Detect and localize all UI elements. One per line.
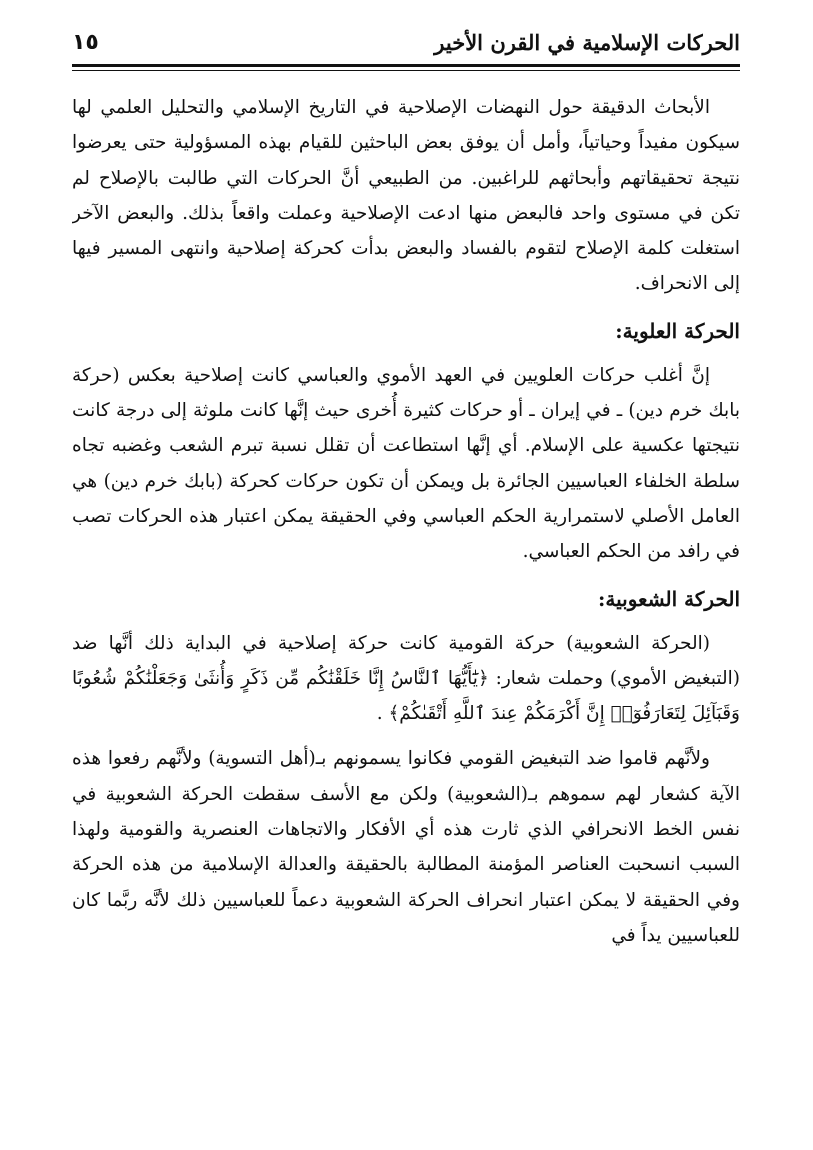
shuubiya-paragraph <box>72 626 740 732</box>
paragraph-gap <box>72 731 740 741</box>
page-body <box>72 90 740 1135</box>
section-heading-alawite: الحركة العلوية: <box>615 318 740 343</box>
header-rule-thick <box>72 64 740 67</box>
quran-verse: ﴿يَٰٓأَيُّهَا ٱلنَّاسُ إِنَّا خَلَقْنَٰكُم مِّن ذَكَرٍ وَأُنثَىٰ وَجَعَلْنَٰكُمْ شُعُوبًا وَقَبَآئِلَ لِتَعَارَفُوٓا۟ إِنَّ أَكْرَمَكُمْ عِندَ ٱللَّهِ أَتْقَىٰكُمْ﴾ <box>72 667 740 725</box>
section-heading-shuubiya: الحركة الشعوبية: <box>598 586 740 611</box>
header-rule-thin <box>72 70 740 71</box>
page-number: ١٥ <box>72 29 99 55</box>
intro-paragraph: الأبحاث الدقيقة حول النهضات الإصلاحية في التاريخ الإسلامي والتحليل العلمي لها سيكون مفيداً وحياتياً، وأمل أن يوفق بعض الباحثين للقيام بهذه المسؤولية حتى يعرضوا نتيجة تحقيقاتهم وأبحاثهم للراغبين. من الطبيعي أنَّ الحركات التي طالبت بالإصلاح لم تكن في مستوى واحد فالبعض منها ادعت الإصلاحية وعملت واقعاً بذلك. والبعض الآخر استغلت كلمة الإصلاح لتقوم بالفساد والبعض بدأت كحركة إصلاحية وانتهى المسير فيها إلى الانحراف. <box>72 97 740 295</box>
shuubiya-intro-text: (الحركة الشعوبية) حركة القومية كانت حركة إصلاحية في البداية ذلك أنَّها ضد (التبغيض الأموي) وحملت شعار: <box>72 632 740 689</box>
book-title: الحركات الإسلامية في القرن الأخير <box>434 29 740 55</box>
shuubiya-end-punct: . <box>376 703 383 725</box>
closing-paragraph: ولأنَّهم قاموا ضد التبغيض القومي فكانوا يسمونهم بـ(أهل التسوية) ولأنَّهم رفعوا هذه الآية كشعار لهم سموهم بـ(الشعوبية) ولكن مع الأسف سقطت الحركة الشعوبية في نفس الخط الانحرافي الذي ثارت هذه أي الأفكار والاتجاهات العنصرية والقومية ولهذا السبب انسحبت العناصر المؤمنة المطالبة بالحقيقة والعدالة الإسلامية من هذه الحركة وفي الحقيقة لا يمكن اعتبار انحراف الحركة الشعوبية دعماً للعباسيين ذلك لأنَّه ربَّما كان للعباسيين يداً في <box>72 748 740 946</box>
running-header <box>72 22 740 62</box>
alawite-paragraph: إنَّ أغلب حركات العلويين في العهد الأموي والعباسي كانت إصلاحية بعكس (حركة بابك خرم دين) ـ في إيران ـ أو حركات كثيرة أُخرى حيث إنَّها كانت ملوثة إلى درجة كانت نتيجتها عكسية على الإسلام. أي إنَّها استطاعت أن تقلل نسبة تبرم الشعب وغضبه تجاه سلطة الخلفاء العباسيين الجائرة بل ويمكن أن تكون حركات كحركة (بابك خرم دين) هي العامل الأصلي لاستمرارية الحكم العباسي وفي الحقيقة يمكن اعتبار هذه الحركات تصب في رافد من الحكم العباسي. <box>72 364 740 563</box>
